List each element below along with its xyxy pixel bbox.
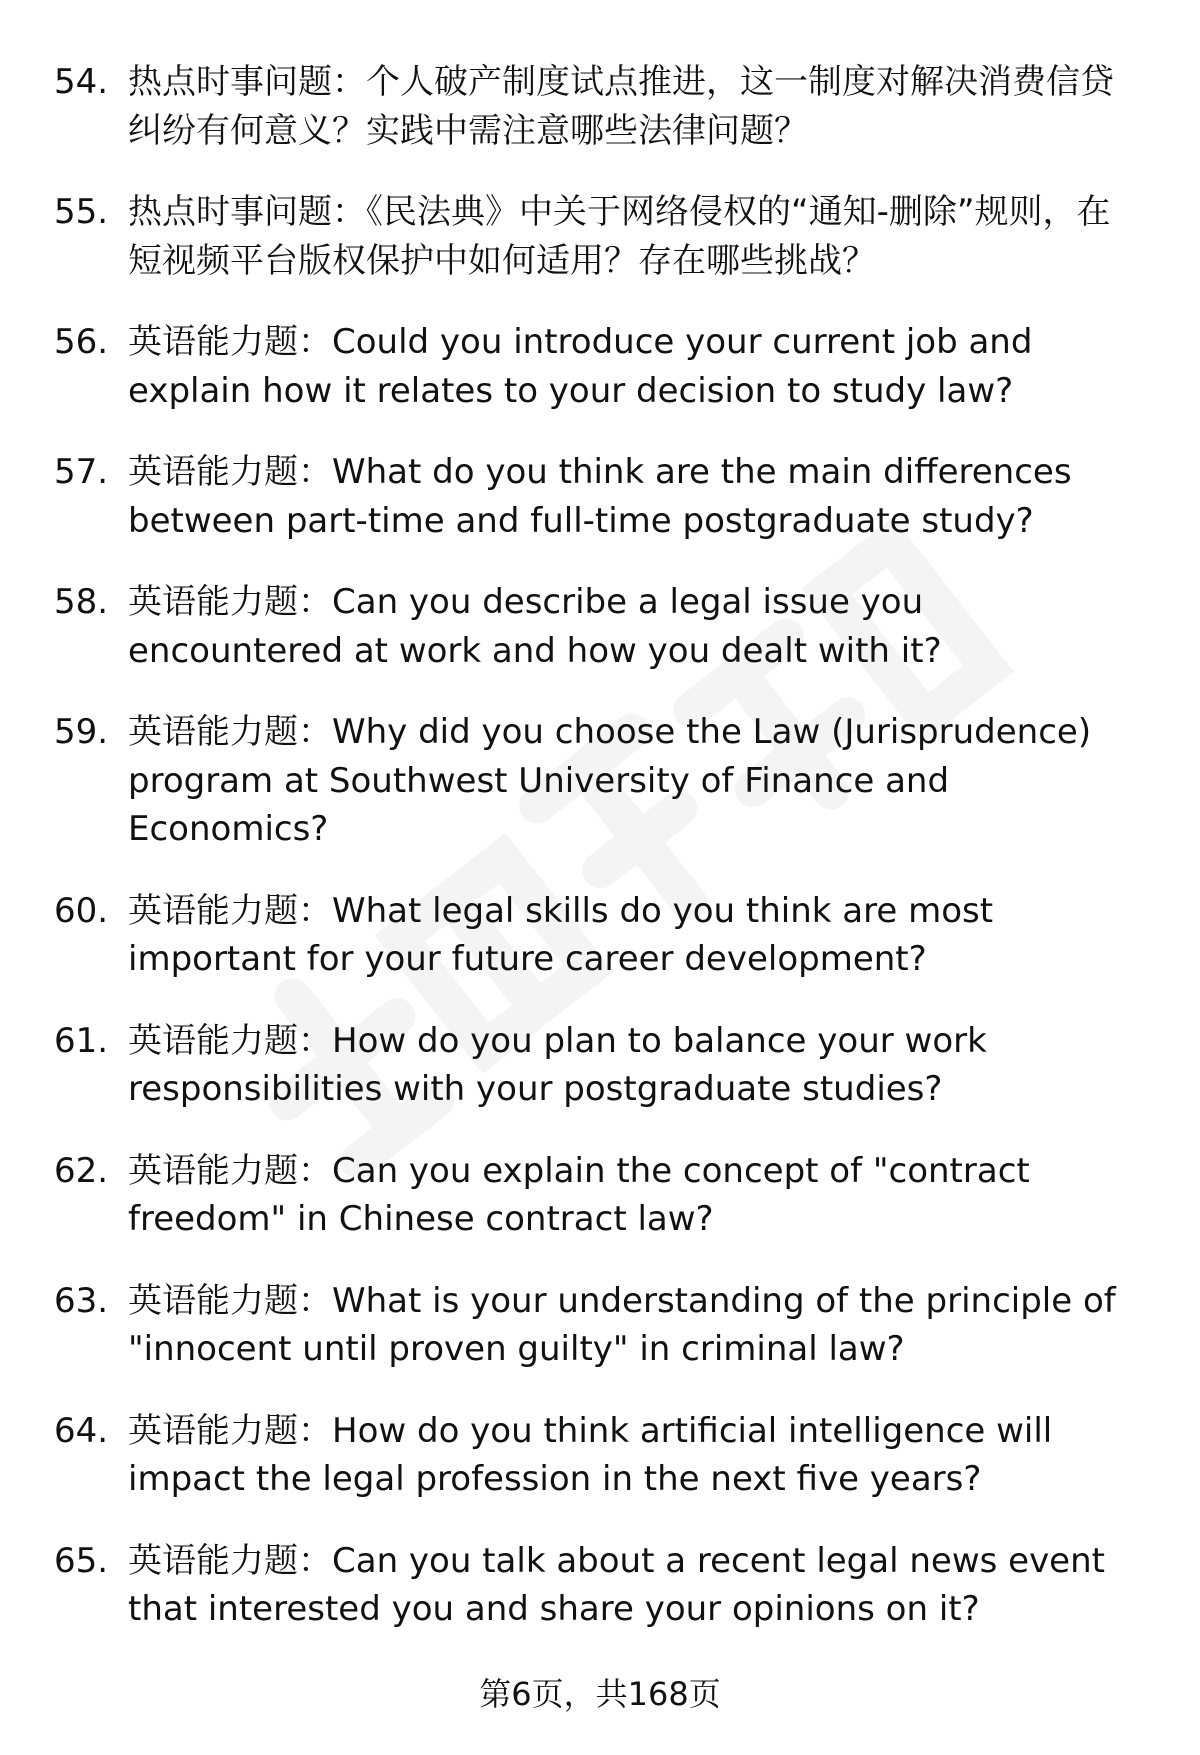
question-number: 64. — [54, 1410, 109, 1451]
question-item — [54, 448, 1144, 545]
question-item — [54, 1537, 1144, 1634]
question-text: 英语能力题：How do you think artificial intelligence will impact the legal profession in the next five years? — [128, 1410, 1053, 1499]
question-text: 英语能力题：Why did you choose the Law (Jurisprudence) program at Southwest University of Finance and Economics? — [128, 712, 1092, 849]
question-number: 62. — [54, 1150, 109, 1191]
question-text: 英语能力题：Can you explain the concept of "contract freedom" in Chinese contract law? — [128, 1150, 1030, 1239]
question-text: 英语能力题：Could you introduce your current job and explain how it relates to your decision to study law? — [128, 322, 1033, 411]
page-footer: 第6页，共168页 — [479, 1675, 721, 1713]
question-item — [54, 1407, 1144, 1504]
question-text: 英语能力题：Can you describe a legal issue you encountered at work and how you dealt with it? — [128, 582, 942, 671]
question-text: 英语能力题：What is your understanding of the principle of "innocent until proven guilty" in criminal law? — [128, 1280, 1116, 1369]
question-item — [54, 1017, 1144, 1114]
question-number: 55. — [54, 192, 109, 232]
question-text: 英语能力题：What do you think are the main differences between part-time and full-time postgraduate study? — [128, 452, 1072, 541]
question-item — [54, 318, 1144, 415]
question-number: 56. — [54, 322, 109, 362]
question-item — [54, 578, 1144, 675]
question-item — [54, 58, 1144, 155]
question-text: 热点时事问题：《民法典》中关于网络侵权的“通知-删除”规则，在短视频平台版权保护中如何适用？存在哪些挑战？ — [128, 192, 1111, 281]
question-text: 英语能力题：How do you plan to balance your work responsibilities with your postgraduate studies? — [128, 1020, 987, 1109]
question-number: 63. — [54, 1280, 109, 1321]
question-item — [54, 708, 1144, 854]
question-item — [54, 887, 1144, 984]
question-number: 58. — [54, 582, 109, 622]
question-number: 59. — [54, 712, 109, 752]
question-number: 65. — [54, 1540, 109, 1581]
question-item — [54, 188, 1144, 285]
question-number: 61. — [54, 1020, 109, 1061]
question-text: 热点时事问题：个人破产制度试点推进，这一制度对解决消费信贷纠纷有何意义？实践中需注意哪些法律问题？ — [128, 62, 1114, 151]
question-item — [54, 1277, 1144, 1374]
question-text: 英语能力题：Can you talk about a recent legal news event that interested you and share your opinions on it? — [128, 1540, 1105, 1629]
question-text: 英语能力题：What legal skills do you think are most important for your future career development? — [128, 890, 994, 979]
question-number: 54. — [54, 62, 109, 102]
question-number: 60. — [54, 890, 109, 931]
question-item — [54, 1147, 1144, 1244]
question-number: 57. — [54, 452, 109, 492]
question-list — [54, 58, 1144, 1667]
